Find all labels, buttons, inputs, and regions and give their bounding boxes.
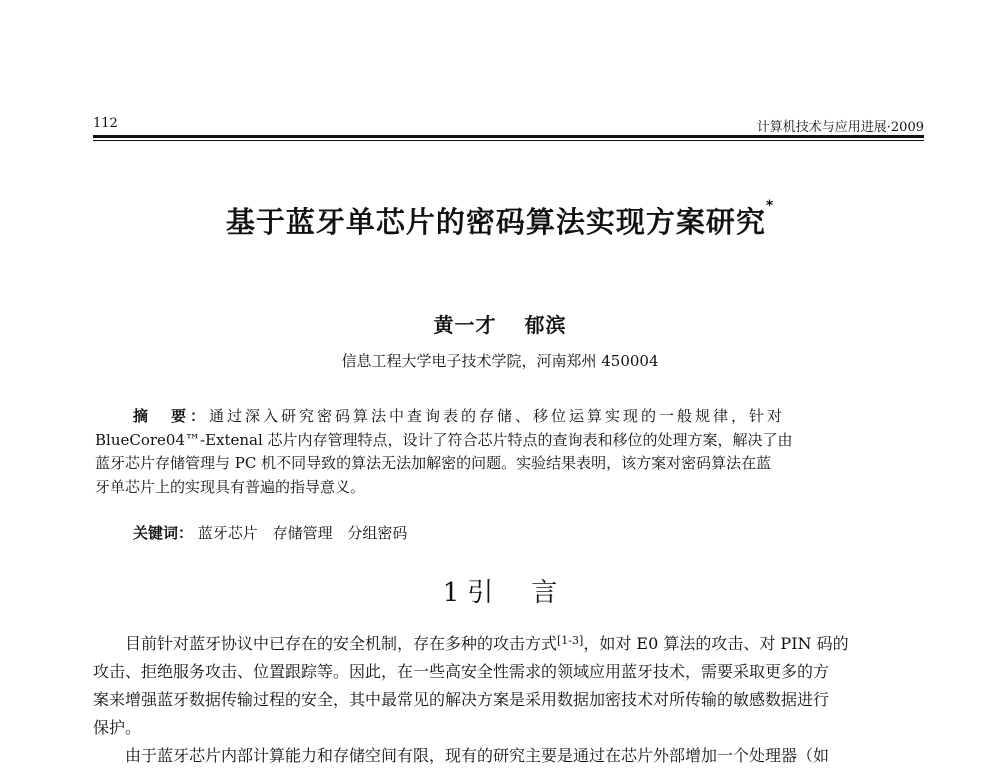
body-text — [93, 630, 924, 770]
paper-title-text: 基于蓝牙单芯片的密码算法实现方案研究 — [225, 205, 766, 239]
abstract-text: 通过深入研究密码算法中查询表的存储、移位运算实现的一般规律，针对 — [209, 407, 786, 425]
abstract-line: 蓝牙芯片存储管理与 PC 机不同导致的算法无法加解密的问题。实验结果表明，该方案对密码算法在蓝 — [95, 454, 772, 473]
keywords — [133, 522, 407, 543]
section-heading — [0, 572, 1000, 609]
section-title-part: 言 — [531, 578, 558, 608]
header-rule-thick — [93, 135, 924, 138]
journal-name: 计算机技术与应用进展·2009 — [756, 120, 924, 135]
author-name: 黄一才 — [433, 313, 497, 337]
abstract-line — [133, 405, 925, 429]
running-header — [93, 116, 924, 136]
page-number: 112 — [93, 116, 118, 131]
abstract-line: 牙单芯片上的实现具有普遍的指导意义。 — [95, 477, 366, 496]
keywords-label: 关键词： — [133, 524, 194, 542]
abstract-line: BlueCore04™-Extenal 芯片内存管理特点，设计了符合芯片特点的查询表和移位的处理方案，解决了由 — [95, 430, 793, 449]
keyword-item: 存储管理 — [272, 524, 333, 542]
citation-marker: [1-3] — [557, 634, 584, 647]
header-rule-thin — [93, 140, 924, 141]
body-line: 由于蓝牙芯片内部计算能力和存储空间有限，现有的研究主要是通过在芯片外部增加一个处理器（如 — [125, 746, 830, 765]
title-footnote-marker: * — [765, 198, 775, 214]
body-line: 保护。 — [93, 718, 142, 737]
body-line: 案来增强蓝牙数据传输过程的安全，其中最常见的解决方案是采用数据加密技术对所传输的敏感数据进行 — [93, 690, 830, 709]
keyword-item: 分组密码 — [347, 524, 408, 542]
keyword-item: 蓝牙芯片 — [197, 524, 258, 542]
section-number: 1 — [442, 578, 460, 608]
author-list — [0, 309, 1000, 338]
author-affiliation: 信息工程大学电子技术学院，河南郑州 450004 — [341, 352, 659, 370]
abstract-label: 摘 要： — [133, 407, 210, 425]
paper-title — [0, 200, 1000, 241]
body-line — [93, 630, 924, 658]
body-text-span: 目前针对蓝牙协议中已存在的安全机制，存在多种的攻击方式 — [125, 634, 558, 653]
body-line: 攻击、拒绝服务攻击、位置跟踪等。因此，在一些高安全性需求的领域应用蓝牙技术，需要采取更多的方 — [93, 662, 830, 681]
section-title-part: 引 — [467, 578, 494, 608]
body-text-span: ，如对 E0 算法的攻击、对 PIN 码的 — [583, 634, 849, 653]
abstract — [95, 405, 925, 499]
author-name: 郁滨 — [524, 313, 567, 337]
